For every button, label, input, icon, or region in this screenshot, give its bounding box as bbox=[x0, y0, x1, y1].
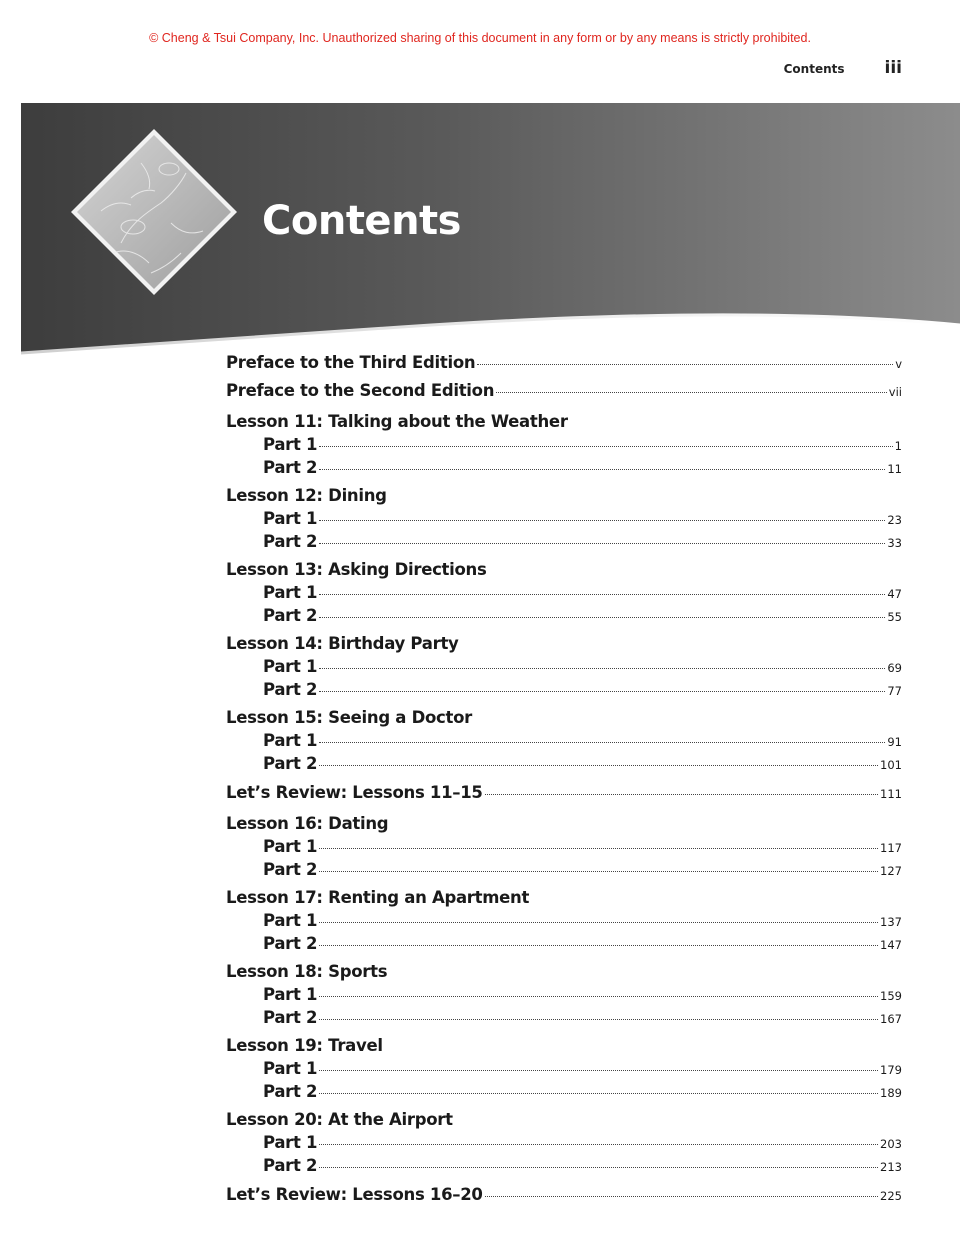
banner-graphic bbox=[21, 103, 960, 365]
lesson-title[interactable]: Lesson 17: Renting an Apartment bbox=[226, 888, 530, 907]
toc-label: Preface to the Second Edition bbox=[226, 381, 495, 400]
toc-page-number: 127 bbox=[880, 864, 902, 878]
toc-entry-part[interactable] bbox=[226, 604, 902, 627]
toc-page-number: 179 bbox=[880, 1063, 902, 1077]
part-label: Part 1 bbox=[263, 1059, 318, 1078]
dot-leader bbox=[319, 594, 885, 595]
toc-entry-part[interactable] bbox=[226, 909, 902, 932]
toc-page-number: 55 bbox=[887, 610, 902, 624]
lesson-title[interactable]: Lesson 14: Birthday Party bbox=[226, 634, 459, 653]
toc-entry-part[interactable] bbox=[226, 932, 902, 955]
toc-page-number: 77 bbox=[887, 684, 902, 698]
toc-entry-part[interactable] bbox=[226, 729, 902, 752]
toc-entry-part[interactable] bbox=[226, 655, 902, 678]
toc-page-number: 101 bbox=[880, 758, 902, 772]
dot-leader bbox=[319, 446, 892, 447]
toc-lesson-12 bbox=[226, 484, 902, 553]
toc-entry-part[interactable] bbox=[226, 983, 902, 1006]
toc-page-number: 1 bbox=[894, 439, 902, 453]
toc-lesson-20 bbox=[226, 1108, 902, 1177]
toc-entry-part[interactable] bbox=[226, 433, 902, 456]
toc-page-number: 137 bbox=[880, 915, 902, 929]
running-head bbox=[784, 58, 902, 78]
lesson-title[interactable]: Lesson 15: Seeing a Doctor bbox=[226, 708, 472, 727]
toc-page-number: 111 bbox=[880, 787, 902, 801]
dot-leader bbox=[319, 945, 878, 946]
dot-leader bbox=[319, 543, 885, 544]
page-title: Contents bbox=[262, 198, 461, 244]
toc-page-number: 91 bbox=[887, 735, 902, 749]
toc-entry-preface-second[interactable] bbox=[226, 377, 902, 405]
lesson-title[interactable]: Lesson 11: Talking about the Weather bbox=[226, 412, 568, 431]
part-label: Part 2 bbox=[263, 458, 318, 477]
toc-entry-preface-third[interactable] bbox=[226, 349, 902, 377]
lesson-title[interactable]: Lesson 19: Travel bbox=[226, 1036, 383, 1055]
dot-leader bbox=[319, 617, 885, 618]
toc-entry-review-11-15[interactable] bbox=[226, 779, 902, 807]
toc-lesson-18 bbox=[226, 960, 902, 1029]
part-label: Part 1 bbox=[263, 509, 318, 528]
toc-label: Let’s Review: Lessons 11–15 bbox=[226, 783, 483, 802]
dot-leader bbox=[319, 765, 878, 766]
running-head-title: Contents bbox=[783, 62, 845, 76]
dot-leader bbox=[319, 1144, 878, 1145]
part-label: Part 1 bbox=[263, 435, 318, 454]
dot-leader bbox=[496, 392, 887, 393]
toc-page-number: 11 bbox=[887, 462, 902, 476]
toc-entry-part[interactable] bbox=[226, 456, 902, 479]
toc-lesson-19 bbox=[226, 1034, 902, 1103]
part-label: Part 1 bbox=[263, 731, 318, 750]
chapter-banner bbox=[21, 103, 960, 365]
table-of-contents bbox=[226, 349, 902, 1209]
toc-page-number: 189 bbox=[880, 1086, 902, 1100]
toc-page-number: 69 bbox=[887, 661, 902, 675]
dot-leader bbox=[477, 364, 893, 365]
part-label: Part 2 bbox=[263, 1082, 318, 1101]
dot-leader bbox=[319, 1093, 878, 1094]
part-label: Part 2 bbox=[263, 934, 318, 953]
toc-entry-part[interactable] bbox=[226, 530, 902, 553]
part-label: Part 2 bbox=[263, 606, 318, 625]
toc-lesson-11 bbox=[226, 410, 902, 479]
toc-lesson-13 bbox=[226, 558, 902, 627]
toc-page-number: 203 bbox=[880, 1137, 902, 1151]
toc-entry-part[interactable] bbox=[226, 678, 902, 701]
lesson-title[interactable]: Lesson 20: At the Airport bbox=[226, 1110, 453, 1129]
dot-leader bbox=[319, 469, 885, 470]
copyright-notice: © Cheng & Tsui Company, Inc. Unauthorized sharing of this document in any form or by any means is strictly prohibited. bbox=[149, 31, 811, 45]
lesson-title[interactable]: Lesson 16: Dating bbox=[226, 814, 389, 833]
toc-entry-part[interactable] bbox=[226, 1080, 902, 1103]
toc-entry-part[interactable] bbox=[226, 1154, 902, 1177]
part-label: Part 2 bbox=[263, 532, 318, 551]
toc-entry-part[interactable] bbox=[226, 835, 902, 858]
part-label: Part 2 bbox=[263, 860, 318, 879]
toc-entry-part[interactable] bbox=[226, 858, 902, 881]
toc-page-number: 147 bbox=[880, 938, 902, 952]
toc-page-number: 117 bbox=[880, 841, 902, 855]
toc-entry-part[interactable] bbox=[226, 507, 902, 530]
dot-leader bbox=[319, 1167, 878, 1168]
toc-lesson-15 bbox=[226, 706, 902, 775]
toc-page-number: 33 bbox=[887, 536, 902, 550]
dot-leader bbox=[319, 520, 885, 521]
toc-page-number: 213 bbox=[880, 1160, 902, 1174]
toc-entry-part[interactable] bbox=[226, 581, 902, 604]
toc-lesson-16 bbox=[226, 812, 902, 881]
dot-leader bbox=[319, 668, 885, 669]
toc-page-number: 23 bbox=[887, 513, 902, 527]
dot-leader bbox=[319, 742, 885, 743]
part-label: Part 2 bbox=[263, 1156, 318, 1175]
dot-leader bbox=[319, 922, 878, 923]
part-label: Part 1 bbox=[263, 911, 318, 930]
part-label: Part 1 bbox=[263, 657, 318, 676]
page-number: iii bbox=[884, 58, 902, 78]
dot-leader bbox=[319, 871, 878, 872]
toc-entry-review-16-20[interactable] bbox=[226, 1181, 902, 1209]
toc-entry-part[interactable] bbox=[226, 752, 902, 775]
part-label: Part 2 bbox=[263, 754, 318, 773]
part-label: Part 1 bbox=[263, 1133, 318, 1152]
part-label: Part 1 bbox=[263, 583, 318, 602]
toc-label: Preface to the Third Edition bbox=[226, 353, 476, 372]
dot-leader bbox=[319, 691, 885, 692]
toc-page-number: 159 bbox=[880, 989, 902, 1003]
dot-leader bbox=[485, 1196, 878, 1197]
toc-label: Let’s Review: Lessons 16–20 bbox=[226, 1185, 483, 1204]
part-label: Part 1 bbox=[263, 837, 318, 856]
lesson-title[interactable]: Lesson 12: Dining bbox=[226, 486, 387, 505]
toc-entry-part[interactable] bbox=[226, 1006, 902, 1029]
dot-leader bbox=[319, 1070, 878, 1071]
dot-leader bbox=[485, 794, 878, 795]
toc-page-number: 225 bbox=[880, 1189, 902, 1203]
toc-entry-part[interactable] bbox=[226, 1057, 902, 1080]
dot-leader bbox=[319, 1019, 878, 1020]
toc-page-number: 167 bbox=[880, 1012, 902, 1026]
toc-page-number: 47 bbox=[887, 587, 902, 601]
lesson-title[interactable]: Lesson 18: Sports bbox=[226, 962, 388, 981]
lesson-title[interactable]: Lesson 13: Asking Directions bbox=[226, 560, 487, 579]
toc-lesson-17 bbox=[226, 886, 902, 955]
toc-page-number: v bbox=[895, 357, 902, 371]
toc-entry-part[interactable] bbox=[226, 1131, 902, 1154]
toc-page-number: vii bbox=[888, 385, 902, 399]
part-label: Part 2 bbox=[263, 1008, 318, 1027]
dot-leader bbox=[319, 848, 878, 849]
toc-lesson-14 bbox=[226, 632, 902, 701]
part-label: Part 2 bbox=[263, 680, 318, 699]
part-label: Part 1 bbox=[263, 985, 318, 1004]
dot-leader bbox=[319, 996, 878, 997]
